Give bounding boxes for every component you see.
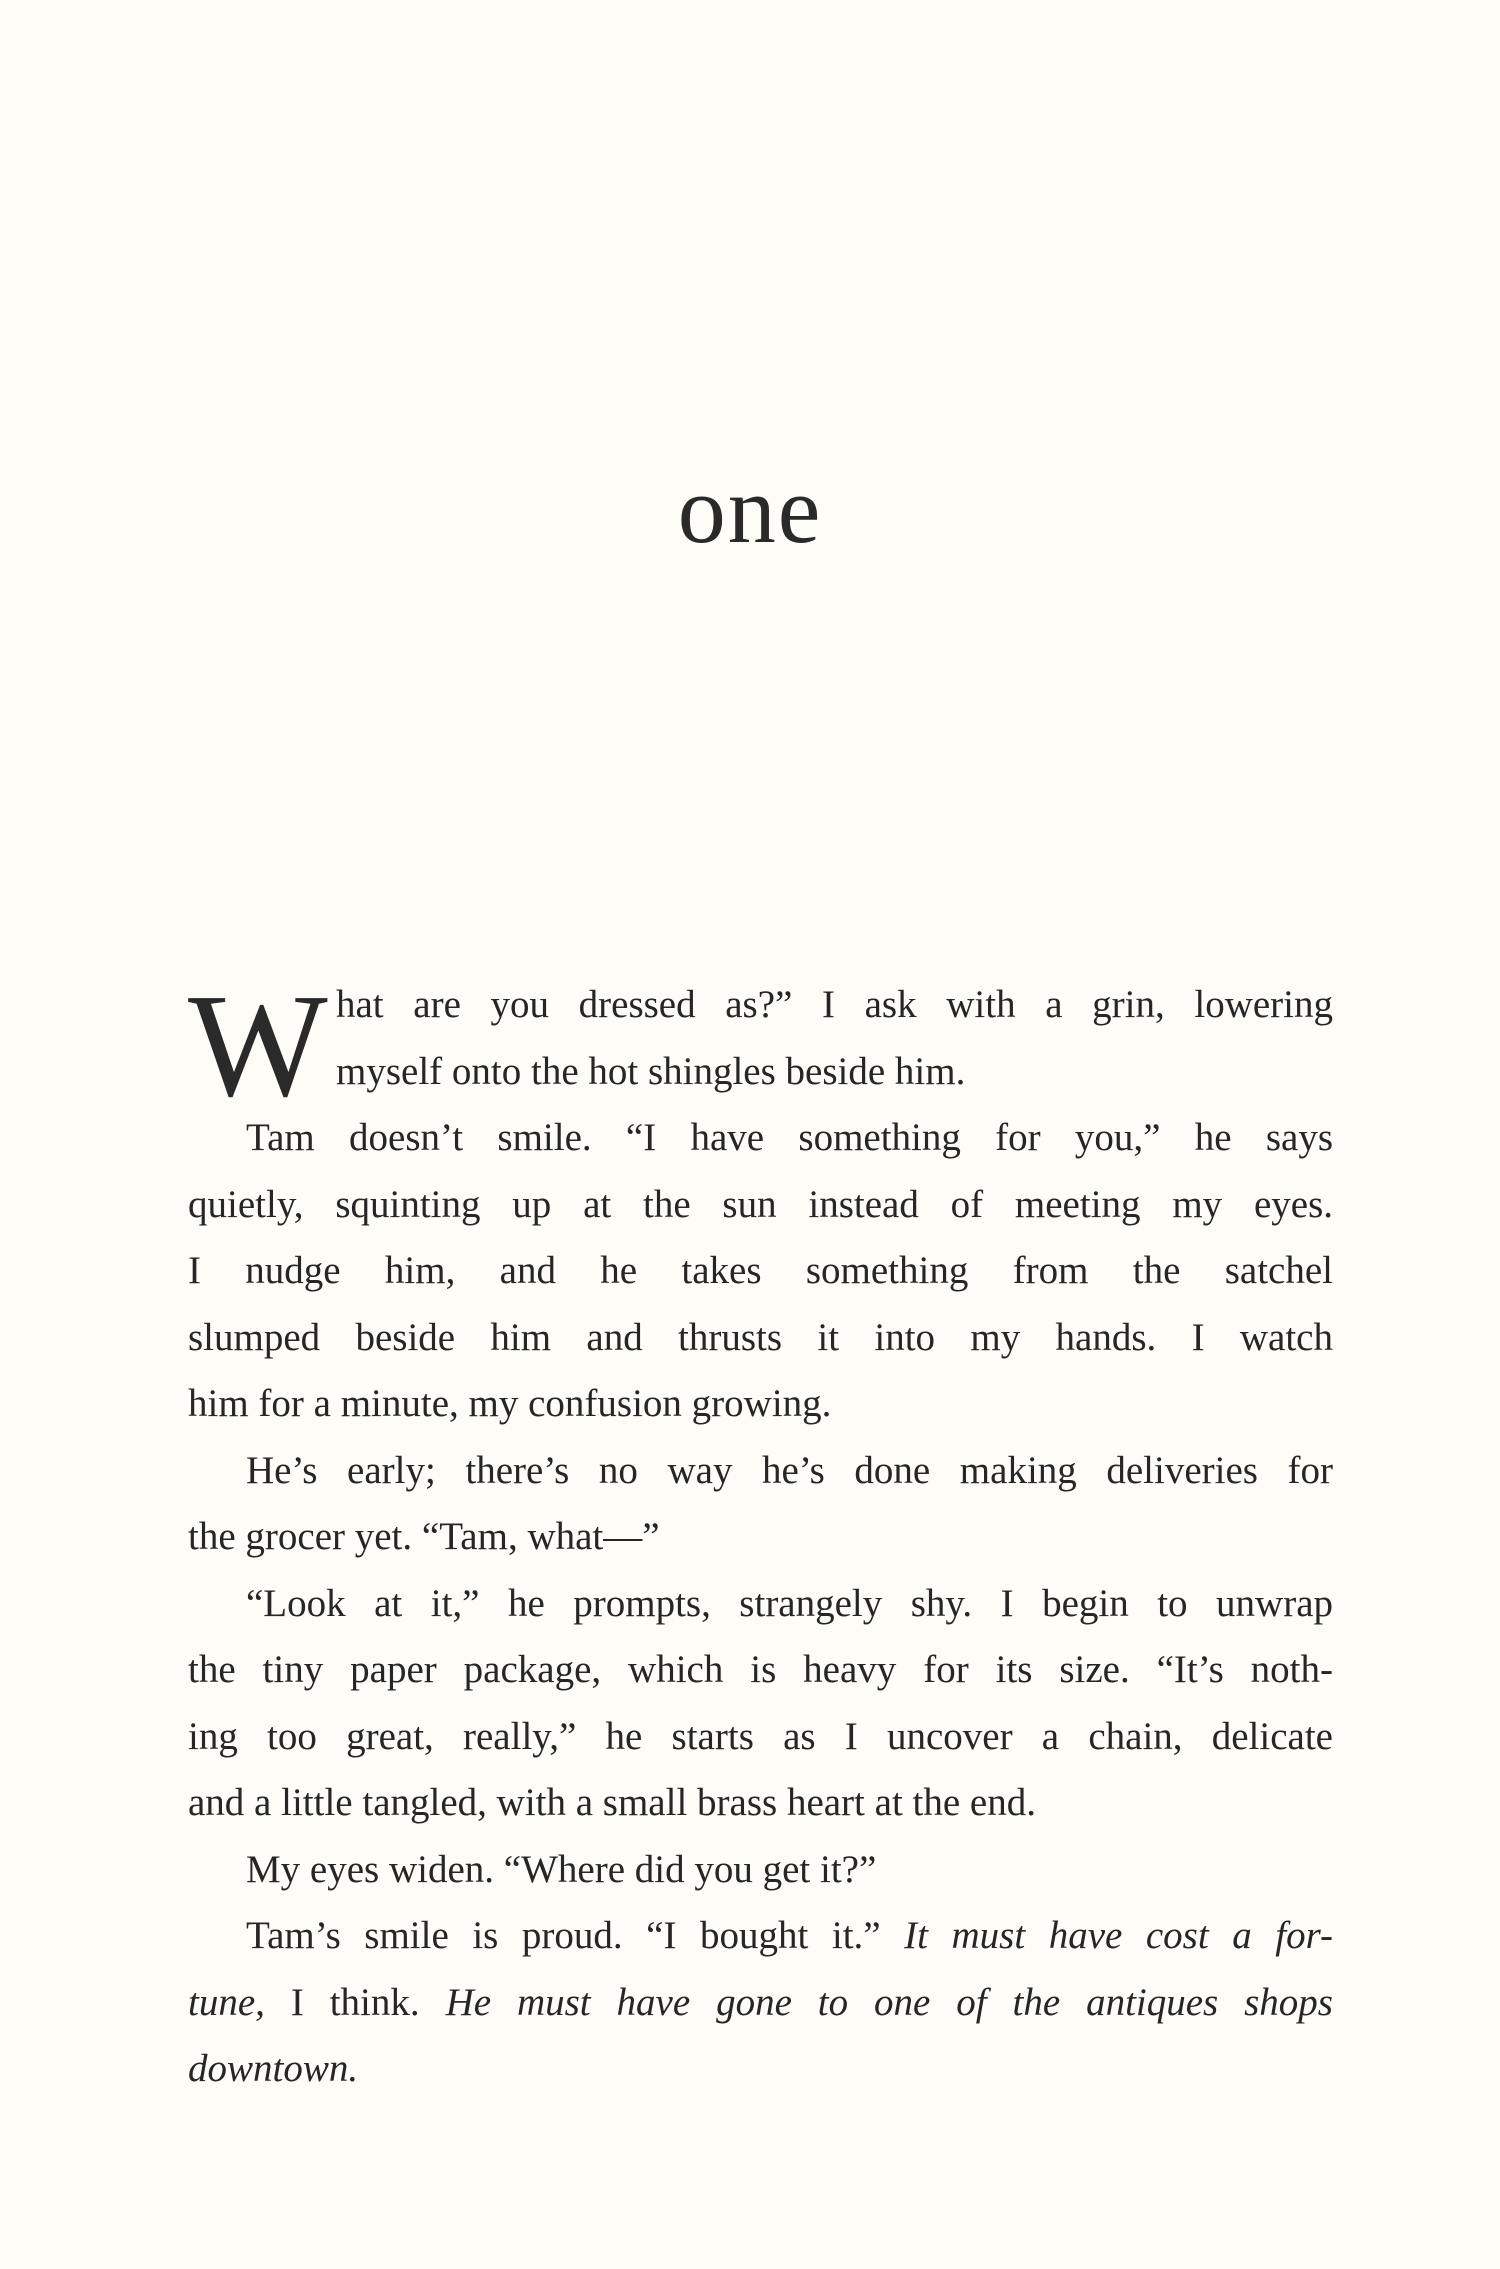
text-line-17-italic: downtown. <box>188 2047 359 2090</box>
text-line-12: ing too great, really,” he starts as I uncover a chain, delicate <box>188 1714 1333 1758</box>
text-line-5: I nudge him, and he takes something from the satchel <box>188 1249 1333 1292</box>
chapter-title: one <box>677 456 823 563</box>
text-line-14: My eyes widen. “Where did you get it?” <box>246 1847 877 1891</box>
text-line-7: him for a minute, my confusion growing. <box>188 1382 832 1425</box>
text-line-1: hat are you dressed as?” I ask with a grin, lowering <box>336 983 1333 1026</box>
text-line-9: the grocer yet. “Tam, what—” <box>188 1515 660 1558</box>
text-line-2: myself onto the hot shingles beside him. <box>336 1049 966 1093</box>
text-line-8: He’s early; there’s no way he’s done making deliveries for <box>246 1448 1333 1492</box>
text-line-13: and a little tangled, with a small brass heart at the end. <box>188 1781 1036 1824</box>
text-line-4: quietly, squinting up at the sun instead of meeting my eyes. <box>188 1182 1333 1226</box>
drop-cap: W <box>188 964 328 1128</box>
text-line-10: “Look at it,” he prompts, strangely shy. I begin to unwrap <box>246 1581 1333 1625</box>
body-text <box>188 964 1333 2103</box>
text-line-16-italic-b: He must have gone to one of the antiques shops <box>445 1980 1333 2024</box>
text-line-17 <box>188 2036 1333 2103</box>
text-line-15-roman: Tam’s smile is proud. “I bought it.” <box>246 1914 881 1957</box>
text-line-15-italic: It must have cost a for- <box>904 1914 1333 1957</box>
text-line-15 <box>188 1903 1333 1970</box>
text-line-6: slumped beside him and thrusts it into my hands. I watch <box>188 1315 1333 1359</box>
text-line-16-italic-a: tune, <box>188 1980 265 2024</box>
text-line-11: the tiny paper package, which is heavy for its size. “It’s noth- <box>188 1648 1333 1691</box>
text-line-16 <box>188 1970 1333 2037</box>
text-line-16-roman: I think. <box>264 1980 446 2024</box>
text-line-3: Tam doesn’t smile. “I have something for you,” he says <box>246 1116 1333 1159</box>
